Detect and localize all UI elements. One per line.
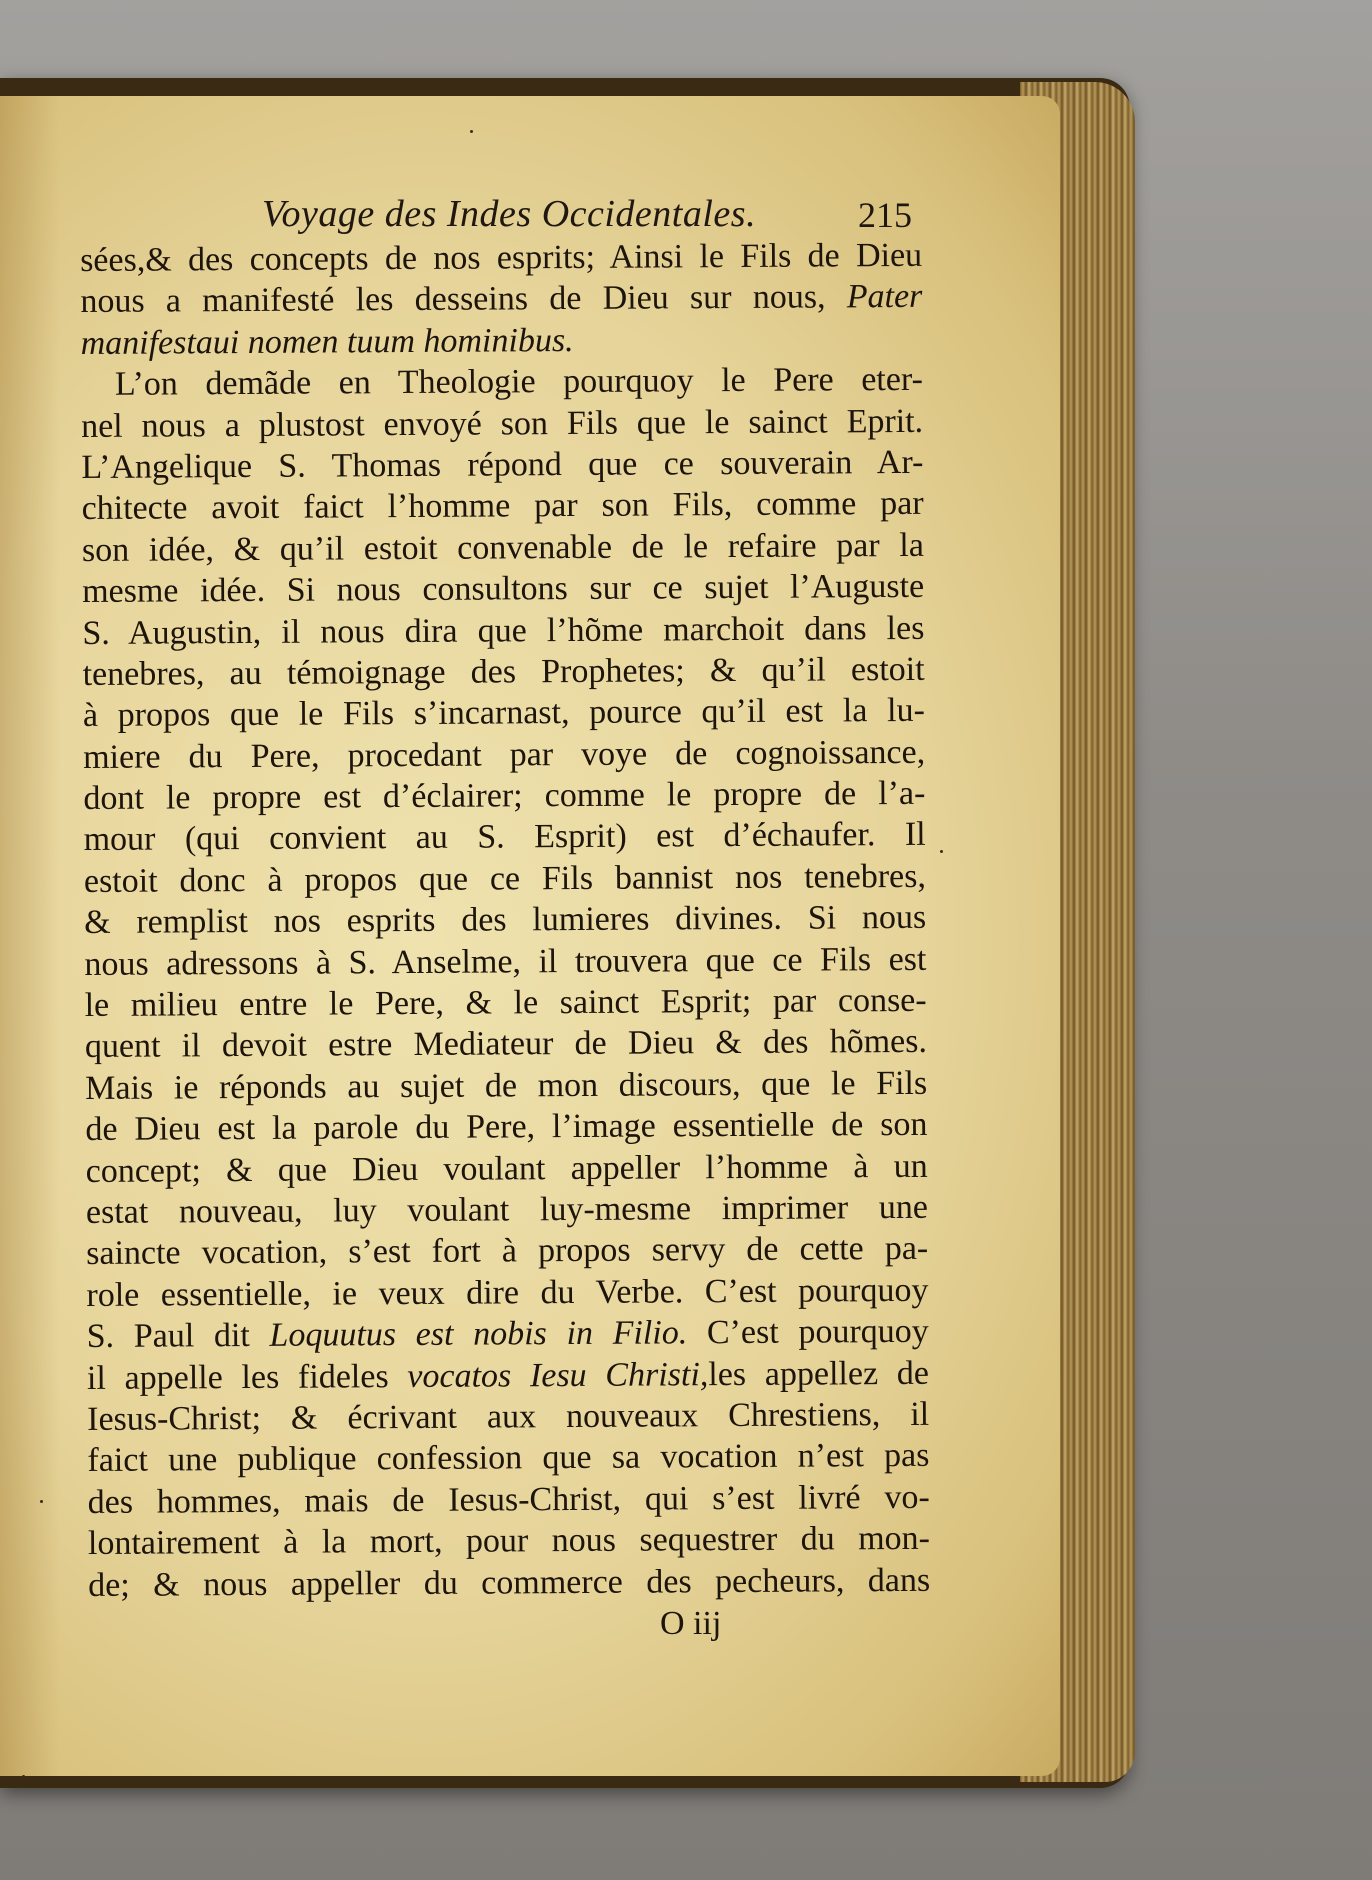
latin-quote: vocatos Iesu Christi,: [407, 1355, 709, 1395]
text-line: [88, 1559, 930, 1606]
text-line: [81, 442, 923, 489]
text-line: [83, 773, 925, 820]
text-line: [83, 690, 925, 737]
page-gutter: [0, 96, 60, 1776]
text-segment: de Dieu est la parole du Pere, l’image essentielle de son: [85, 1106, 928, 1149]
page-header: [262, 192, 912, 240]
text-segment: le milieu entre le Pere, & le sainct Esprit; par conse-: [84, 981, 927, 1025]
text-segment: miere du Pere, procedant par voye de cognoissance,: [83, 733, 926, 776]
text-line: [87, 1352, 929, 1399]
text-segment: concept; & que Dieu voulant appeller l’homme à un: [85, 1147, 928, 1190]
text-line: [81, 359, 923, 406]
text-line: [82, 525, 924, 572]
text-line: [80, 235, 922, 282]
text-line: [87, 1435, 929, 1482]
text-line: [87, 1311, 929, 1358]
text-line: [82, 483, 924, 530]
text-line: [83, 732, 925, 779]
text-line: [82, 566, 924, 613]
signature-mark: O iij: [660, 1605, 722, 1642]
page-number: 215: [858, 195, 912, 235]
text-segment: C’est pourquoy: [687, 1312, 929, 1352]
text-line: [86, 1228, 928, 1275]
text-line: [88, 1518, 930, 1565]
text-line: [84, 856, 926, 903]
latin-quote: Pater: [846, 278, 923, 316]
text-segment: role essentielle, ie veux dire du Verbe. C’est pourquoy: [86, 1271, 929, 1314]
text-line: [80, 276, 922, 323]
text-line: [85, 1021, 927, 1068]
text-line: [82, 607, 924, 654]
text-segment: lontairement à la mort, pour nous sequestrer du mon-: [87, 1519, 931, 1563]
text-line: [86, 1145, 928, 1192]
text-segment: L’Angelique S. Thomas répond que ce souverain Ar-: [81, 443, 924, 486]
text-line: [84, 814, 926, 861]
text-segment: il appelle les fideles: [86, 1357, 408, 1397]
text-line: [85, 1104, 927, 1151]
text-line: [86, 1187, 928, 1234]
text-segment: nel nous a plustost envoyé son Fils que le sainct Eprit.: [81, 402, 924, 445]
body-text: [80, 235, 930, 1606]
text-segment: S. Paul dit: [86, 1317, 270, 1356]
text-segment: estat nouveau, luy voulant luy-mesme imprimer une: [85, 1188, 929, 1231]
text-line: [81, 400, 923, 447]
text-segment: sées,& des concepts de nos esprits; Ainsi le Fils de Dieu: [80, 236, 923, 279]
text-line: [85, 980, 927, 1027]
text-segment: estoit donc à propos que ce Fils bannist nos tenebres,: [83, 857, 927, 900]
text-segment: son idée, & qu’il estoit convenable de le refaire par la: [81, 526, 924, 569]
text-line: [81, 318, 923, 365]
text-line: [85, 1063, 927, 1110]
text-segment: mour (qui convient au S. Esprit) est d’échaufer. Il: [83, 816, 926, 859]
text-line: [88, 1477, 930, 1524]
text-segment: de; & nous appeller du commerce des pecheurs, dans: [88, 1561, 931, 1604]
text-segment: saincte vocation, s’est fort à propos servy de cette pa-: [86, 1230, 929, 1273]
text-line: [84, 938, 926, 985]
text-segment: nous adressons à S. Anselme, il trouvera que ce Fils est: [84, 940, 927, 983]
text-segment: Mais ie réponds au sujet de mon discours, que le Fils: [85, 1064, 928, 1107]
text-line: [84, 897, 926, 944]
text-segment: nous a manifesté les desseins de Dieu sur nous,: [80, 278, 847, 321]
text-segment: des hommes, mais de Iesus-Christ, qui s’est livré vo-: [87, 1478, 930, 1521]
running-title: Voyage des Indes Occidentales.: [262, 193, 757, 235]
text-segment: Iesus-Christ; & écrivant aux nouveaux Chrestiens, il: [87, 1395, 930, 1438]
text-segment: L’on demãde en Theologie pourquoy le Pere eter-: [114, 361, 923, 403]
text-segment: mesme idée. Si nous consultons sur ce sujet l’Auguste: [82, 567, 925, 611]
text-segment: dont le propre est d’éclairer; comme le propre de l’a-: [83, 774, 926, 818]
text-line: [86, 1270, 928, 1317]
latin-quote: manifestaui nomen tuum hominibus.: [80, 321, 574, 362]
text-segment: tenebres, au témoignage des Prophetes; & qu’il estoit: [82, 650, 925, 693]
text-segment: à propos que le Fils s’incarnast, pource qu’il est la lu-: [82, 692, 926, 735]
text-segment: & remplist nos esprits des lumieres divines. Si nous: [84, 899, 927, 942]
text-segment: les appellez de: [708, 1354, 930, 1393]
text-segment: quent il devoit estre Mediateur de Dieu & des hõmes.: [84, 1023, 928, 1066]
paper-speck: [22, 1775, 25, 1778]
text-line: [87, 1394, 929, 1441]
text-segment: chitecte avoit faict l’homme par son Fils, comme par: [81, 485, 924, 528]
paper-speck: [940, 850, 943, 853]
latin-quote: Loquutus est nobis in Filio.: [269, 1314, 688, 1355]
text-segment: S. Augustin, il nous dira que l’hõme marchoit dans les: [82, 609, 925, 652]
paper-speck: [40, 1500, 43, 1503]
text-line: [83, 649, 925, 696]
paper-speck: [470, 130, 473, 133]
text-segment: faict une publique confession que sa vocation n’est pas: [87, 1437, 930, 1480]
